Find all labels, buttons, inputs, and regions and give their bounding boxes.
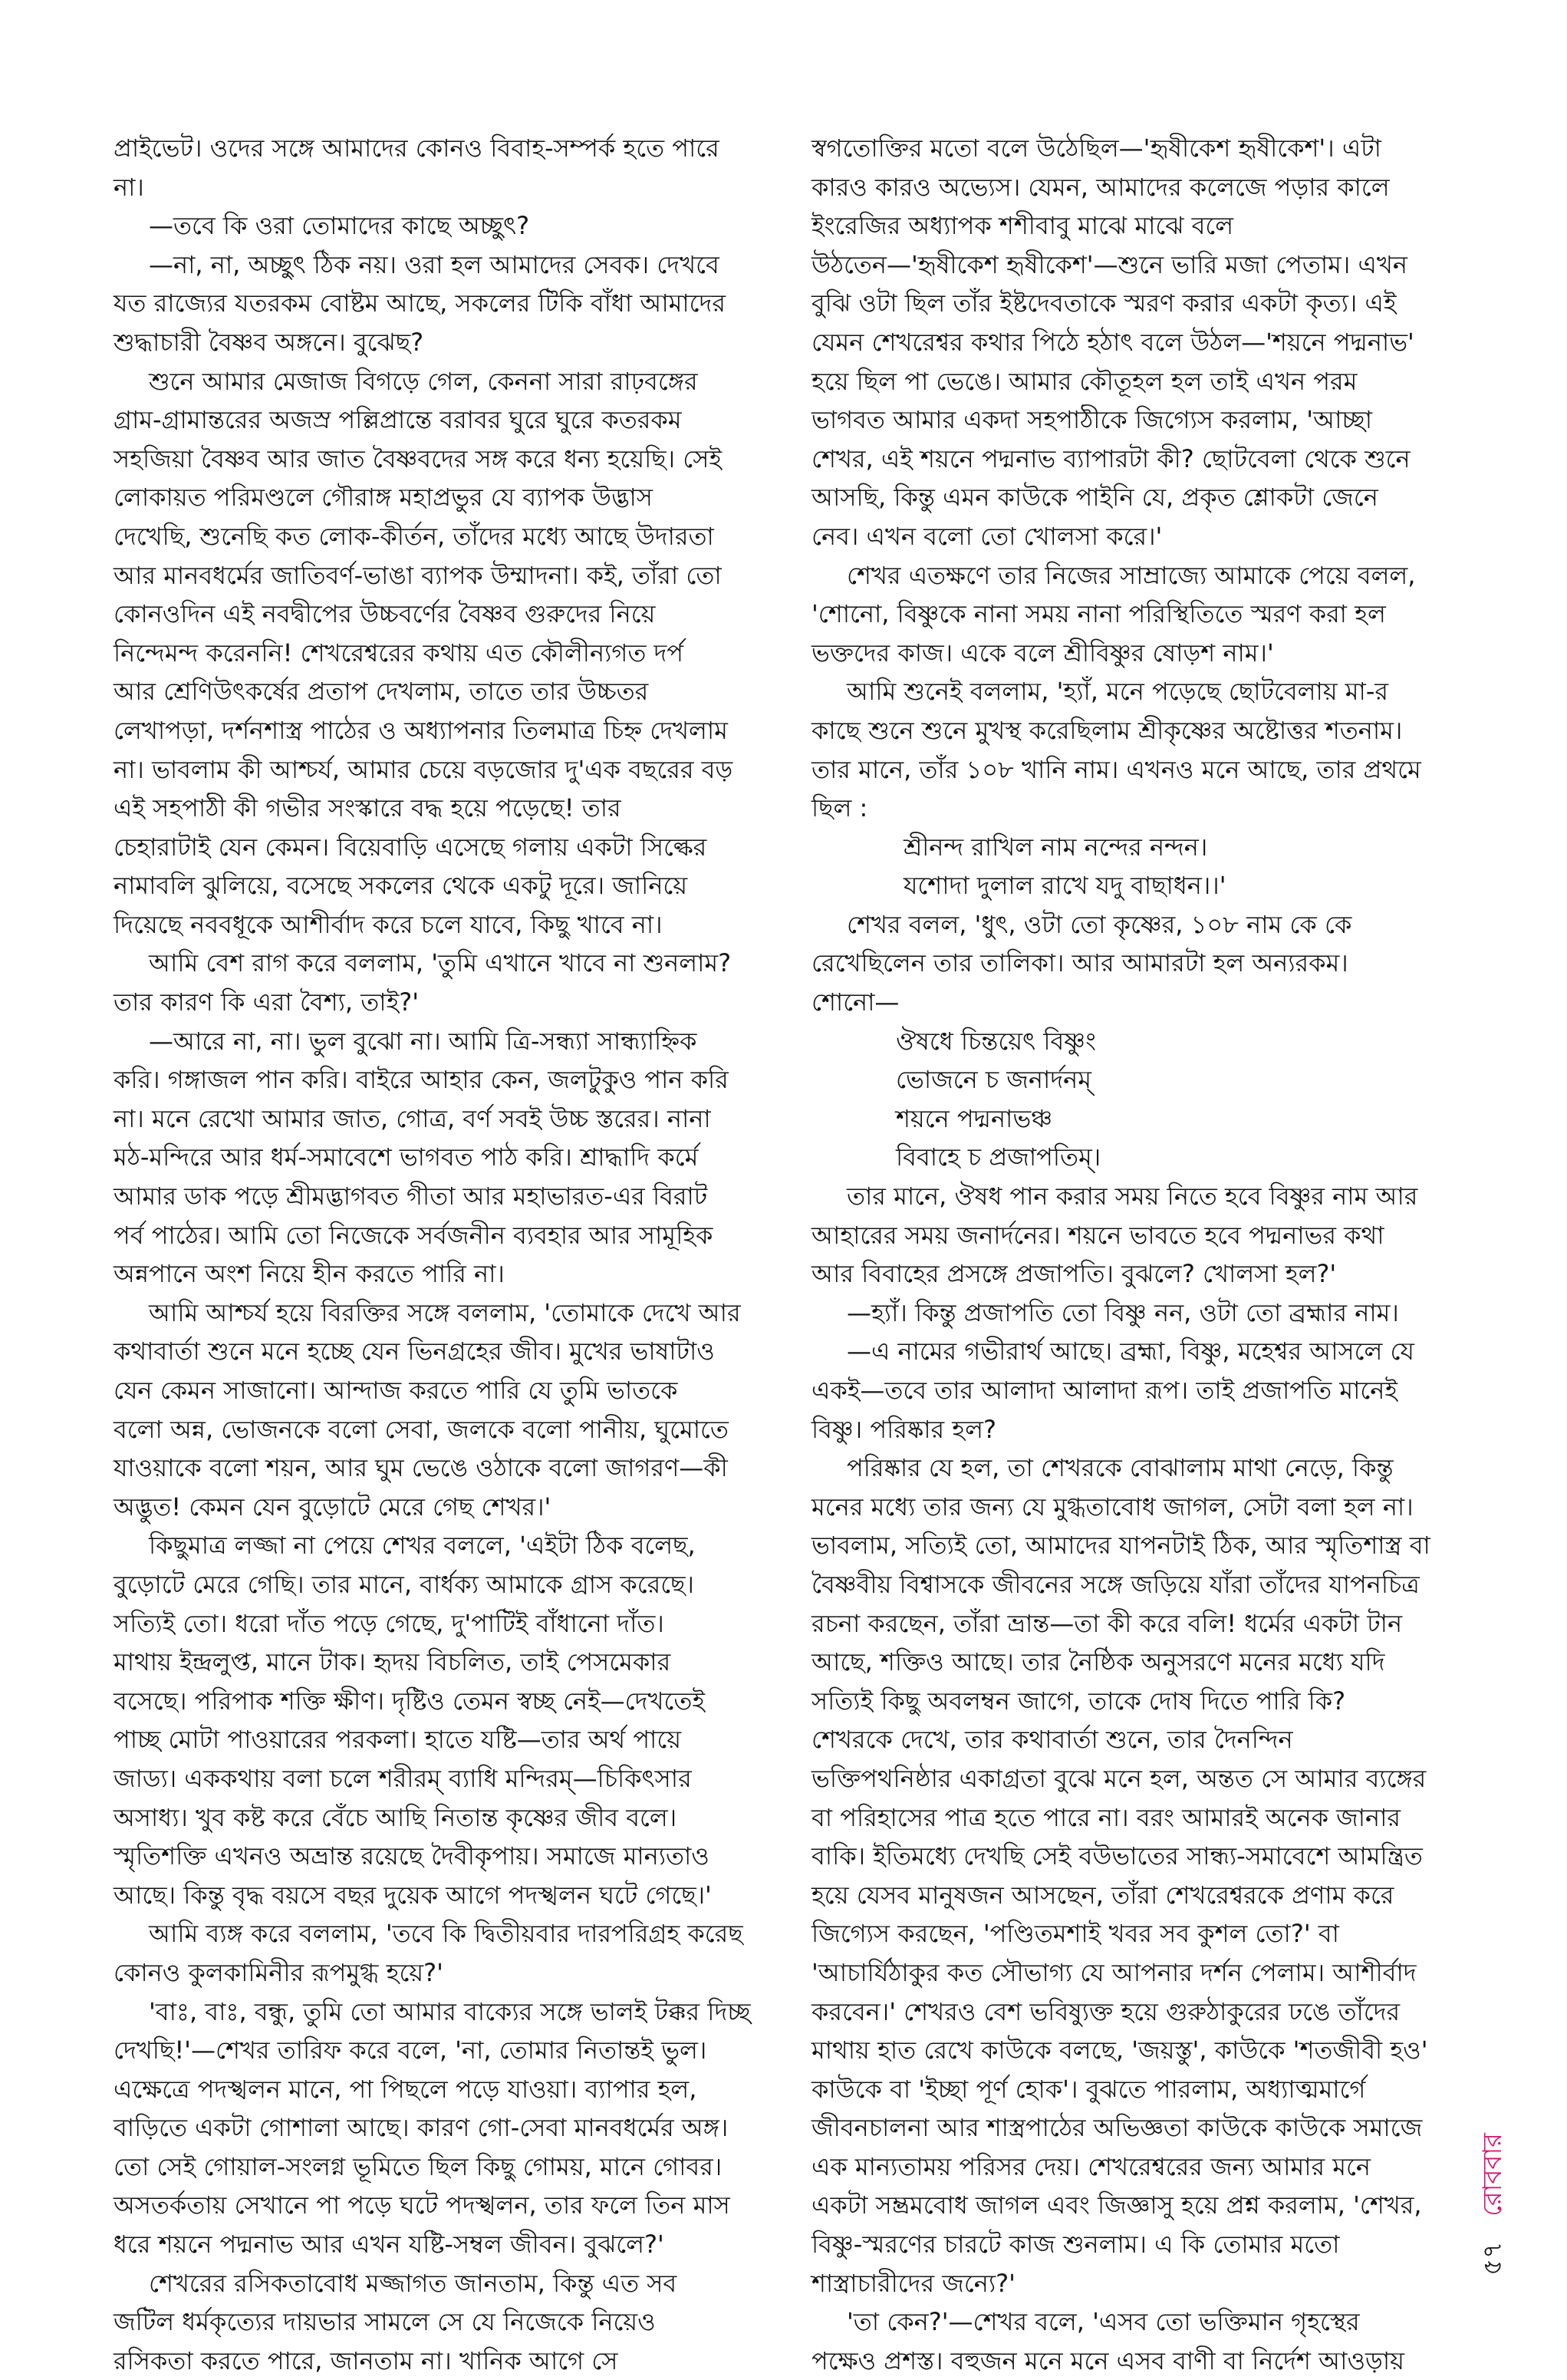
text-line: পাচ্ছ মোটা পাওয়ারের পরকলা। হাতে যষ্টি—তার অর্থ পায়ে xyxy=(114,1725,682,1755)
text-line: —আরে না, না। ভুল বুঝো না। আমি ত্রি-সন্ধ্যা সান্ধ্যাহ্নিক xyxy=(149,1026,697,1056)
text-line: আমি ব্যঙ্গ করে বললাম, 'তবে কি দ্বিতীয়বার দারপরিগ্রহ করেছ xyxy=(149,1919,743,1949)
text-line: এক্ষেত্রে পদস্খলন মানে, পা পিছলে পড়ে যাওয়া। ব্যাপার হল, xyxy=(114,2074,697,2104)
text-line: তার মানে, তাঁর ১০৮ খানি নাম। এখনও মনে আছে, তার প্রথমে xyxy=(811,754,1421,784)
text-line: নেব। এখন বলো তো খোলসা করে।' xyxy=(811,521,1163,551)
page-number: ৫৭ xyxy=(1477,2241,1508,2276)
text-line: নামাবলি ঝুলিয়ে, বসেছে সকলের থেকে একটু দূরে। জানিয়ে xyxy=(114,871,688,901)
text-line: শেখরকে দেখে, তার কথাবার্তা শুনে, তার দৈনন্দিন xyxy=(811,1725,1293,1755)
text-line: মাথায় হাত রেখে কাউকে বলছে, 'জয়স্তু', কাউকে 'শতজীবী হও' xyxy=(811,2036,1428,2065)
text-line: ধরে শয়নে পদ্মনাভ আর এখন যষ্টি-সম্বল জীবন। বুঝলে?' xyxy=(114,2230,664,2260)
text-line: শুদ্ধাচারী বৈষ্ণব অঙ্গনে। বুঝেছ? xyxy=(114,327,424,357)
text-line: পরিষ্কার যে হল, তা শেখরকে বোঝালাম মাথা নেড়ে, কিন্তু xyxy=(847,1453,1394,1483)
text-line: গ্রাম-গ্রামান্তরের অজস্র পল্লিপ্রান্তে বরাবর ঘুরে ঘুরে কতরকম xyxy=(114,405,682,435)
text-line: কাছে শুনে শুনে মুখস্থ করেছিলাম শ্রীকৃষ্ণের অষ্টোত্তর শতনাম। xyxy=(811,715,1403,745)
text-line: শাস্ত্রাচারীদের জন্যে?' xyxy=(811,2268,1016,2298)
text-line: কথাবার্তা শুনে মনে হচ্ছে যেন ভিনগ্রহের জীব। মুখের ভাষাটাও xyxy=(114,1337,715,1366)
text-line: মনের মধ্যে তার জন্য যে মুগ্ধতাবোধ জাগল, সেটা বলা হল না। xyxy=(811,1492,1414,1521)
text-line: শেখর বলল, 'ধুৎ, ওটা তো কৃষ্ণের, ১০৮ নাম কে কে xyxy=(847,909,1352,939)
text-line: অন্নপানে অংশ নিয়ে হীন করতে পারি না। xyxy=(114,1259,505,1289)
text-line: সহজিয়া বৈষ্ণব আর জাত বৈষ্ণবদের সঙ্গ করে ধন্য হয়েছি। সেই xyxy=(114,443,723,473)
text-line: রচনা করছেন, তাঁরা ভ্রান্ত—তা কী করে বলি! ধর্মের একটা টান xyxy=(811,1608,1403,1638)
margin-label xyxy=(1471,2133,1515,2276)
text-line: তার কারণ কি এরা বৈশ্য, তাই?' xyxy=(114,987,419,1017)
text-line: 'তা কেন?'—শেখর বলে, 'এসব তো ভক্তিমান গৃহস্থের xyxy=(847,2307,1360,2337)
text-line: ভক্তিপথনিষ্ঠার একাগ্রতা বুঝে মনে হল, অন্তত সে আমার ব্যঙ্গের xyxy=(811,1763,1427,1793)
article-left-column xyxy=(114,129,796,2380)
text-line: ভাবলাম, সত্যিই তো, আমাদের যাপনটাই ঠিক, আর স্মৃতিশাস্ত্র বা xyxy=(811,1531,1430,1561)
text-line: আমি বেশ রাগ করে বললাম, 'তুমি এখানে খাবে না শুনলাম? xyxy=(149,948,732,978)
text-line: —তবে কি ওরা তোমাদের কাছে অচ্ছুৎ? xyxy=(149,211,530,241)
text-line: আর শ্রেণিউৎকর্ষের প্রতাপ দেখলাম, তাতে তার উচ্চতর xyxy=(114,677,649,707)
text-line: বসেছে। পরিপাক শক্তি ক্ষীণ। দৃষ্টিও তেমন স্বচ্ছ নেই—দেখতেই xyxy=(114,1686,705,1716)
text-line: —এ নামের গভীরার্থ আছে। ব্রহ্মা, বিষ্ণু, মহেশ্বর আসলে যে xyxy=(847,1337,1414,1366)
text-line: যাওয়াকে বলো শয়ন, আর ঘুম ভেঙে ওঠাকে বলো জাগরণ—কী xyxy=(114,1453,728,1483)
text-line: বুড়োটে মেরে গেছি। তার মানে, বার্ধক্য আমাকে গ্রাস করেছে। xyxy=(114,1569,694,1599)
text-line: বা পরিহাসের পাত্র হতে পারে না। বরং আমারই অনেক জানার xyxy=(811,1802,1401,1832)
text-line: —হ্যাঁ। কিন্তু প্রজাপতি তো বিষ্ণু নন, ওটা তো ব্রহ্মার নাম। xyxy=(847,1297,1399,1327)
text-line: একটা সম্ভ্রমবোধ জাগল এবং জিজ্ঞাসু হয়ে প্রশ্ন করলাম, 'শেখর, xyxy=(811,2190,1422,2220)
text-line: বিষ্ণু। পরিষ্কার হল? xyxy=(811,1414,996,1444)
text-line: সত্যিই কিছু অবলম্বন জাগে, তাকে দোষ দিতে পারি কি? xyxy=(811,1686,1346,1716)
text-line: কোনওদিন এই নবদ্বীপের উচ্চবর্ণের বৈষ্ণব গুরুদের নিয়ে xyxy=(114,599,656,629)
text-line: কারও কারও অভ্যেস। যেমন, আমাদের কলেজে পড়ার কালে xyxy=(811,172,1390,202)
text-line: রেখেছিলেন তার তালিকা। আর আমারটা হল অন্যরকম। xyxy=(811,948,1348,978)
text-line: শেখর এতক্ষণে তার নিজের সাম্রাজ্যে আমাকে পেয়ে বলল, xyxy=(847,560,1416,590)
text-line: আমার ডাক পড়ে শ্রীমদ্ভাগবত গীতা আর মহাভারত-এর বিরাট xyxy=(114,1182,708,1211)
text-line: 'আচার্যিঠাকুর কত সৌভাগ্য যে আপনার দর্শন পেলাম। আশীর্বাদ xyxy=(811,1957,1417,1987)
article-right-column xyxy=(811,129,1494,2380)
text-line: করি। গঙ্গাজল পান করি। বাইরে আহার কেন, জলটুকুও পান করি xyxy=(114,1065,729,1095)
text-line: বাকি। ইতিমধ্যে দেখছি সেই বউভাতের সান্ধ্য-সমাবেশে আমন্ত্রিত xyxy=(811,1841,1423,1871)
verse-line: বিবাহে চ প্রজাপতিম্‌। xyxy=(896,1142,1101,1172)
text-line: জটিল ধর্মকৃত্যের দায়ভার সামলে সে যে নিজেকে নিয়েও xyxy=(114,2307,656,2337)
text-line: ভক্তদের কাজ। একে বলে শ্রীবিষ্ণুর ষোড়শ নাম।' xyxy=(811,638,1274,668)
text-line: মাথায় ইন্দ্রলুপ্ত, মানে টাক। হৃদয় বিচলিত, তাই পেসমেকার xyxy=(114,1647,671,1677)
verse-line: শ্রীনন্দ রাখিল নাম নন্দের নন্দন। xyxy=(904,832,1208,862)
text-line: আছে, শক্তিও আছে। তার নৈষ্ঠিক অনুসরণে মনের মধ্যে যদি xyxy=(811,1647,1385,1677)
text-line: বলো অন্ন, ভোজনকে বলো সেবা, জলকে বলো পানীয়, ঘুমোতে xyxy=(114,1414,729,1444)
magazine-name: রোববার xyxy=(1477,2133,1508,2217)
text-line: আমি শুনেই বললাম, 'হ্যাঁ, মনে পড়েছে ছোটবেলায় মা-র xyxy=(847,677,1388,707)
text-line: প্রাইভেট। ওদের সঙ্গে আমাদের কোনও বিবাহ-সম্পর্ক হতে পারে xyxy=(114,134,719,163)
text-line: দিয়েছে নববধূকে আশীর্বাদ করে চলে যাবে, কিছু খাবে না। xyxy=(114,909,663,939)
text-line: শেখর, এই শয়নে পদ্মনাভ ব্যাপারটা কী? ছোটবেলা থেকে শুনে xyxy=(811,443,1411,473)
text-line: যেমন শেখরেশ্বর কথার পিঠে হঠাৎ বলে উঠল—'শয়নে পদ্মনাভ' xyxy=(811,327,1414,357)
text-line: হয়ে ছিল পা ভেঙে। আমার কৌতূহল হল তাই এখন পরম xyxy=(811,366,1358,396)
text-line: অসাধ্য। খুব কষ্ট করে বেঁচে আছি নিতান্ত কৃষ্ণের জীব বলে। xyxy=(114,1802,677,1832)
text-line: করবেন।' শেখরও বেশ ভবিষ্যুক্ত হয়ে গুরুঠাকুরের ঢঙে তাঁদের xyxy=(811,1996,1401,2026)
text-line: জীবনচালনা আর শাস্ত্রপাঠের অভিজ্ঞতা কাউকে কাউকে সমাজে xyxy=(811,2113,1423,2143)
text-line: ভাগবত আমার একদা সহপাঠীকে জিগ্যেস করলাম, 'আচ্ছা xyxy=(811,405,1372,435)
text-line: চেহারাটাই যেন কেমন। বিয়েবাড়ি এসেছে গলায় একটা সিল্কের xyxy=(114,832,707,862)
verse-line: যশোদা দুলাল রাখে যদু বাছাধন।।' xyxy=(904,871,1226,901)
text-line: ইংরেজির অধ্যাপক শশীবাবু মাঝে মাঝে বলে xyxy=(811,211,1234,241)
text-line: বাড়িতে একটা গোশালা আছে। কারণ গো-সেবা মানবধর্মের অঙ্গ। xyxy=(114,2113,729,2143)
text-line: আসছি, কিন্তু এমন কাউকে পাইনি যে, প্রকৃত শ্লোকটা জেনে xyxy=(811,483,1378,513)
text-line: হয়ে যেসব মানুষজন আসছেন, তাঁরা শেখরেশ্বরকে প্রণাম করে xyxy=(811,1880,1394,1910)
text-line: তার মানে, ঔষধ পান করার সময় নিতে হবে বিষ্ণুর নাম আর xyxy=(847,1182,1418,1211)
text-line: না। xyxy=(114,172,144,202)
text-line: একই—তবে তার আলাদা আলাদা রূপ। তাই প্রজাপতি মানেই xyxy=(811,1376,1397,1405)
verse-line: শয়নে পদ্মনাভঞ্চ xyxy=(896,1103,1053,1133)
text-line: দেখছি!'—শেখর তারিফ করে বলে, 'না, তোমার নিতান্তই ভুল। xyxy=(114,2036,707,2065)
text-line: ছিল : xyxy=(811,793,868,823)
text-line: আমি আশ্চর্য হয়ে বিরক্তির সঙ্গে বললাম, 'তোমাকে দেখে আর xyxy=(149,1297,741,1327)
text-line: বৈষ্ণবীয় বিশ্বাসকে জীবনের সঙ্গে জড়িয়ে যাঁরা তাঁদের যাপনচিত্র xyxy=(811,1569,1420,1599)
text-line: অসতর্কতায় সেখানে পা পড়ে ঘটে পদস্খলন, তার ফলে তিন মাস xyxy=(114,2190,730,2220)
text-line: মঠ-মন্দিরে আর ধর্ম-সমাবেশে ভাগবত পাঠ করি। শ্রাদ্ধাদি কর্মে xyxy=(114,1142,699,1172)
text-line: বিষ্ণু-স্মরণের চারটে কাজ শুনলাম। এ কি তোমার মতো xyxy=(811,2230,1340,2260)
text-line: 'শোনো, বিষ্ণুকে নানা সময় নানা পরিস্থিতিতে স্মরণ করা হল xyxy=(811,599,1386,629)
text-line: নিন্দেমন্দ করেননি! শেখরেশ্বরের কথায় এত কৌলীন্যগত দর্প xyxy=(114,638,684,668)
text-line: বুঝি ওটা ছিল তাঁর ইষ্টদেবতাকে স্মরণ করার একটা কৃত্য। এই xyxy=(811,288,1397,318)
text-line: তো সেই গোয়াল-সংলগ্ন ভূমিতে ছিল কিছু গোময়, মানে গোবর। xyxy=(114,2151,723,2181)
text-line: সত্যিই তো। ধরো দাঁত পড়ে গেছে, দু'পাটিই বাঁধানো দাঁত। xyxy=(114,1608,664,1638)
text-line: জাড্য। এককথায় বলা চলে শরীরম্‌ ব্যাধি মন্দিরম্‌—চিকিৎসার xyxy=(114,1763,692,1793)
text-line: আছে। কিন্তু বৃদ্ধ বয়সে বছর দুয়েক আগে পদস্খলন ঘটে গেছে।' xyxy=(114,1880,712,1910)
text-line: আর বিবাহের প্রসঙ্গে প্রজাপতি। বুঝলে? খোলসা হল?' xyxy=(811,1259,1337,1289)
text-line: লোকায়ত পরিমণ্ডলে গৌরাঙ্গ মহাপ্রভুর যে ব্যাপক উদ্ভাস xyxy=(114,483,653,513)
text-line: না। ভাবলাম কী আশ্চর্য, আমার চেয়ে বড়জোর দু'এক বছরের বড় xyxy=(114,754,733,784)
text-line: স্মৃতিশক্তি এখনও অভ্রান্ত রয়েছে দৈবীকৃপায়। সমাজে মান্যতাও xyxy=(114,1841,709,1871)
verse-line: ঔষধে চিন্তয়েৎ বিষ্ণুং xyxy=(896,1026,1096,1056)
text-line: কোনও কুলকামিনীর রূপমুগ্ধ হয়ে?' xyxy=(114,1957,443,1987)
text-line: যেন কেমন সাজানো। আন্দাজ করতে পারি যে তুমি ভাতকে xyxy=(114,1376,678,1405)
text-line: শোনো— xyxy=(811,987,900,1017)
text-line: স্বগতোক্তির মতো বলে উঠেছিল—'হৃষীকেশ হৃষীকেশ'। এটা xyxy=(811,134,1381,163)
text-line: আহারের সময় জনার্দনের। শয়নে ভাবতে হবে পদ্মনাভর কথা xyxy=(811,1220,1384,1250)
text-line: যত রাজ্যের যতরকম বোষ্টম আছে, সকলের টিকি বাঁধা আমাদের xyxy=(114,288,726,318)
text-line: জিগ্যেস করছেন, 'পণ্ডিতমশাই খবর সব কুশল তো?' বা xyxy=(811,1919,1339,1949)
text-line: পর্ব পাঠের। আমি তো নিজেকে সর্বজনীন ব্যবহার আর সামূহিক xyxy=(114,1220,713,1250)
text-line: আর মানবধর্মের জাতিবর্ণ-ভাঙা ব্যাপক উম্মাদনা। কই, তাঁরা তো xyxy=(114,560,722,590)
text-line: 'বাঃ, বাঃ, বন্ধু, তুমি তো আমার বাক্যের সঙ্গে ভালই টক্কর দিচ্ছ xyxy=(149,1996,751,2026)
verse-line: ভোজনে চ জনার্দনম্‌ xyxy=(896,1065,1091,1095)
text-line: পক্ষেও প্রশস্ত। বহুজন মনে মনে এসব বাণী বা নির্দেশ আওড়ায় xyxy=(811,2345,1404,2375)
text-line: এক মান্যতাময় পরিসর দেয়। শেখরেশ্বরের জন্য আমার মনে xyxy=(811,2151,1371,2181)
text-line: —না, না, অচ্ছুৎ ঠিক নয়। ওরা হল আমাদের সেবক। দেখবে xyxy=(149,249,719,279)
text-line: দেখেছি, শুনেছি কত লোক-কীর্তন, তাঁদের মধ্যে আছে উদারতা xyxy=(114,521,714,551)
text-line: উঠতেন—'হৃষীকেশ হৃষীকেশ'—শুনে ভারি মজা পেতাম। এখন xyxy=(811,249,1407,279)
text-line: এই সহপাঠী কী গভীর সংস্কারে বদ্ধ হয়ে পড়েছে! তার xyxy=(114,793,621,823)
text-line: শেখরের রসিকতাবোধ মজ্জাগত জানতাম, কিন্তু এত সব xyxy=(149,2268,677,2298)
text-line: রসিকতা করতে পারে, জানতাম না। খানিক আগে সে xyxy=(114,2345,618,2375)
text-line: কাউকে বা 'ইচ্ছা পূর্ণ হোক'। বুঝতে পারলাম, অধ্যাত্মমার্গে xyxy=(811,2074,1366,2104)
text-line: না। মনে রেখো আমার জাত, গোত্র, বর্ণ সবই উচ্চ স্তরের। নানা xyxy=(114,1103,711,1133)
text-line: শুনে আমার মেজাজ বিগড়ে গেল, কেননা সারা রাঢ়বঙ্গের xyxy=(149,366,698,396)
text-line: কিছুমাত্র লজ্জা না পেয়ে শেখর বললে, 'এইটা ঠিক বলেছ, xyxy=(149,1531,696,1561)
text-line: লেখাপড়া, দর্শনশাস্ত্র পাঠের ও অধ্যাপনার তিলমাত্র চিহ্ন দেখলাম xyxy=(114,715,728,745)
text-line: অদ্ভুত! কেমন যেন বুড়োটে মেরে গেছ শেখর।' xyxy=(114,1492,551,1521)
